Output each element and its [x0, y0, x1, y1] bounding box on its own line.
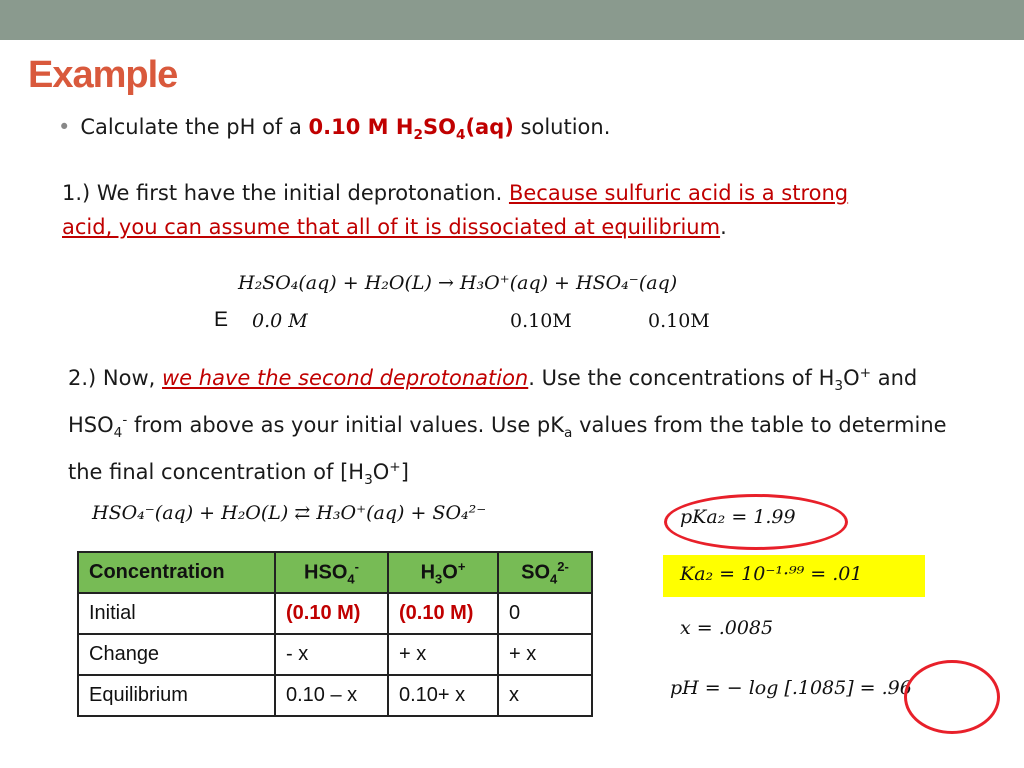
- ice-header-row: [78, 552, 592, 593]
- equation-first-deprotonation: H₂SO₄(aq) + H₂O(L) → H₃O⁺(aq) + HSO₄⁻(aq): [238, 272, 678, 294]
- ph-result: pH = − log [.1085] = .96: [670, 677, 912, 699]
- ka-value: Ka₂ = 10⁻¹·⁹⁹ = .01: [680, 563, 863, 585]
- paragraph-step1: 1.) We first have the initial deprotonation. Because sulfuric acid is a strong acid, you can assume that all of it is dissociated at equilibrium.: [62, 181, 849, 239]
- table-row: [78, 634, 592, 675]
- equilibrium-label: E: [214, 308, 229, 331]
- step1-emphasis: Because sulfuric acid is a strong acid, you can assume that all of it is dissociated at equilibrium: [62, 181, 849, 239]
- header-hso4: $HSO_4^-$: [275, 552, 388, 593]
- equilibrium-value-2: 0.10M: [510, 310, 572, 332]
- ice-table: [77, 551, 593, 717]
- pka-value: pKa₂ = 1.99: [680, 506, 796, 528]
- table-cell: (0.10 M): [388, 593, 498, 634]
- table-cell: - x: [275, 634, 388, 675]
- table-row: [78, 675, 592, 716]
- header-h3o: $H_3O^+$: [388, 552, 498, 593]
- row-label: Equilibrium: [78, 675, 275, 716]
- table-cell: 0.10 – x: [275, 675, 388, 716]
- row-label: Initial: [78, 593, 275, 634]
- table-cell: 0: [498, 593, 592, 634]
- equilibrium-value-1: 0.0 M: [252, 310, 308, 332]
- table-cell: + x: [388, 634, 498, 675]
- equation-second-deprotonation: HSO₄⁻(aq) + H₂O(L) ⇄ H₃O⁺(aq) + SO₄²⁻: [92, 502, 487, 524]
- top-bar: [0, 0, 1024, 40]
- table-cell: + x: [498, 634, 592, 675]
- table-cell: (0.10 M): [275, 593, 388, 634]
- table-cell: 0.10+ x: [388, 675, 498, 716]
- x-value: x = .0085: [680, 617, 774, 639]
- header-so4: $SO_4^{2-}$: [498, 552, 592, 593]
- ph-answer-circle: [904, 660, 1000, 734]
- equilibrium-value-3: 0.10M: [648, 310, 710, 332]
- table-cell: x: [498, 675, 592, 716]
- bullet-dot: •: [58, 115, 71, 139]
- step2-emphasis: we have the second deprotonation: [162, 366, 529, 390]
- paragraph-step2: 2.) Now, we have the second deprotonation. Use the concentrations of $H_3O^+$ and $HSO_4^-$ from above as your initial values. Use $pK_a$ values from the table to determine the final concentration of $[H_3O^+]$: [68, 365, 947, 489]
- table-row: [78, 593, 592, 634]
- slide-title: Example: [28, 54, 178, 96]
- header-concentration: Concentration: [78, 552, 275, 593]
- bullet-problem: • Calculate the pH of a 0.10 M $H_2SO_4(aq)$ solution.: [58, 115, 611, 144]
- row-label: Change: [78, 634, 275, 675]
